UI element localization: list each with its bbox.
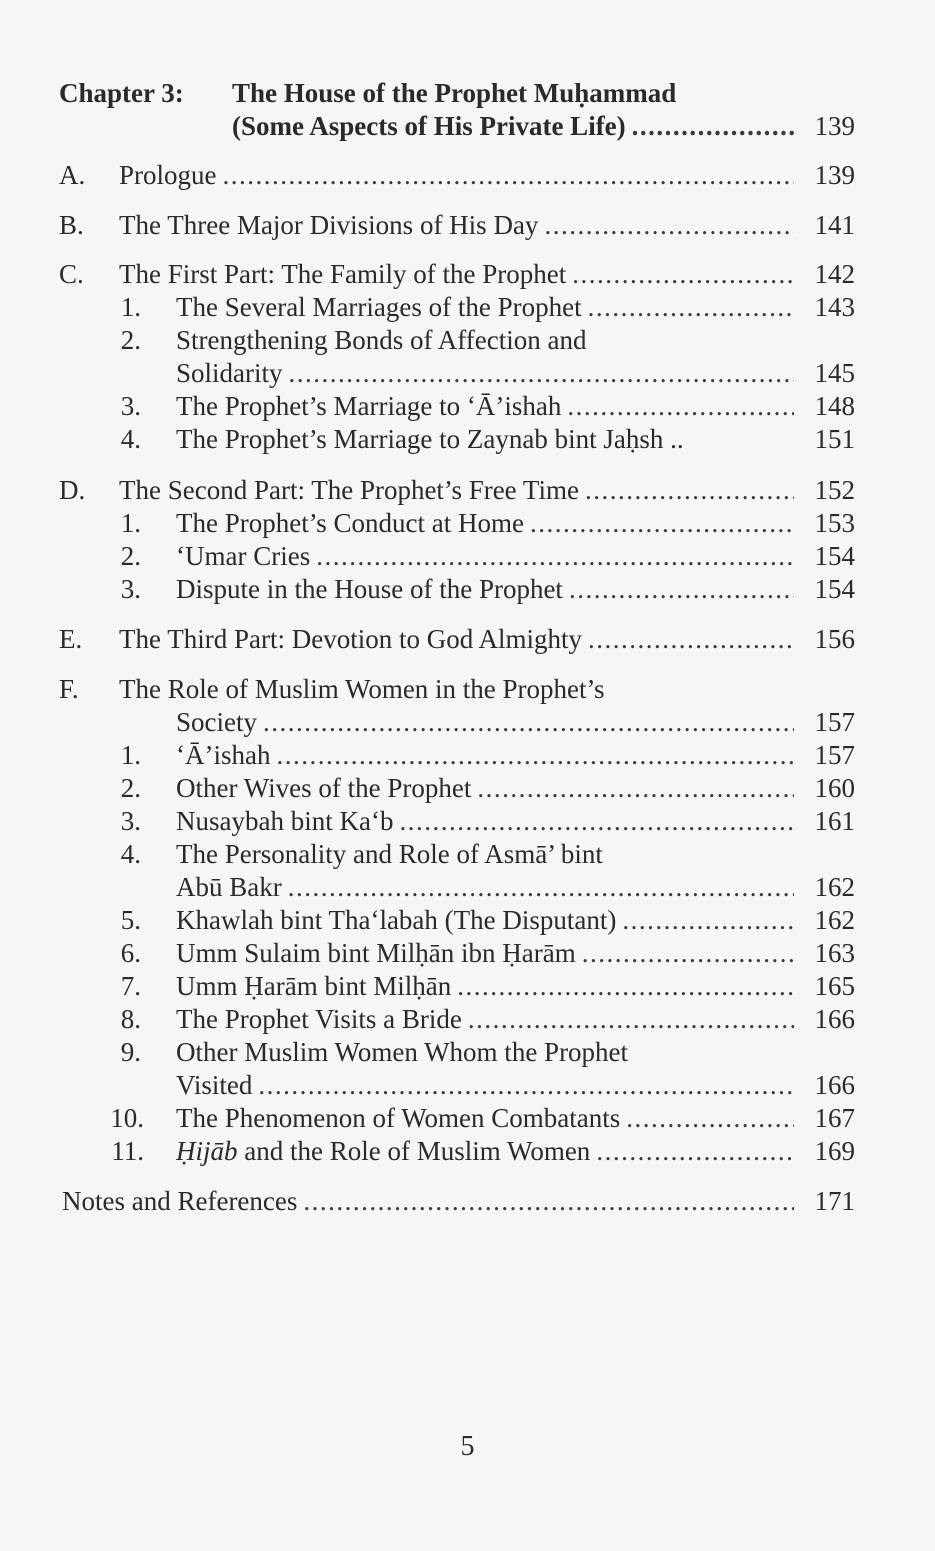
item-title-row bbox=[176, 771, 800, 805]
item-number: 4. bbox=[120, 839, 141, 869]
toc-item-f10[interactable] bbox=[0, 1101, 935, 1135]
section-title: Prologue bbox=[119, 160, 217, 190]
toc-section-a[interactable] bbox=[0, 158, 935, 192]
item-title-row bbox=[176, 389, 800, 423]
item-title: The Prophet’s Marriage to Zaynab bint Jaḥsh .. bbox=[176, 424, 684, 454]
item-title-line2: Abū Bakr bbox=[176, 872, 282, 902]
dot-leader bbox=[276, 738, 794, 772]
item-title: Umm Sulaim bint Milḥān ibn Ḥarām bbox=[176, 938, 576, 968]
item-title-row bbox=[176, 290, 800, 324]
chapter-page: 139 bbox=[814, 111, 855, 141]
item-title: Other Wives of the Prophet bbox=[176, 773, 472, 803]
notes-title: Notes and References bbox=[62, 1186, 298, 1216]
toc-item-f3[interactable] bbox=[0, 804, 935, 838]
section-letter: F. bbox=[59, 674, 79, 704]
item-title: ‘Umar Cries bbox=[176, 541, 311, 571]
section-title-row bbox=[119, 257, 800, 291]
dot-leader bbox=[622, 903, 794, 937]
item-number: 3. bbox=[120, 806, 141, 836]
item-page: 161 bbox=[814, 806, 855, 836]
item-number: 4. bbox=[120, 424, 141, 454]
toc-section-f-line2[interactable] bbox=[0, 705, 935, 739]
item-title-row bbox=[176, 572, 800, 606]
item-page: 166 bbox=[814, 1070, 855, 1100]
toc-notes[interactable] bbox=[0, 1184, 935, 1218]
section-page: 142 bbox=[814, 259, 855, 289]
toc-item-d3[interactable] bbox=[0, 572, 935, 606]
toc-item-c2-line2[interactable] bbox=[0, 356, 935, 390]
item-page: 165 bbox=[814, 971, 855, 1001]
section-title-line2: Society bbox=[176, 707, 257, 737]
chapter-heading-line1 bbox=[0, 76, 935, 110]
item-title: ‘Ā’ishah bbox=[176, 740, 271, 770]
section-page: 141 bbox=[814, 210, 855, 240]
chapter-label: Chapter 3: bbox=[59, 78, 184, 108]
toc-item-f4-line1[interactable] bbox=[0, 837, 935, 871]
item-title: The Several Marriages of the Prophet bbox=[176, 292, 582, 322]
item-title: The Prophet’s Conduct at Home bbox=[176, 508, 524, 538]
notes-page: 171 bbox=[814, 1186, 855, 1216]
item-title-row bbox=[176, 1068, 800, 1102]
item-title-row bbox=[176, 506, 800, 540]
item-title-italic: Ḥijāb bbox=[176, 1136, 238, 1166]
item-number: 8. bbox=[120, 1004, 141, 1034]
item-page: 162 bbox=[814, 872, 855, 902]
dot-leader bbox=[303, 1184, 794, 1218]
chapter-title-line1: The House of the Prophet Muḥammad bbox=[232, 78, 677, 108]
dot-leader bbox=[588, 290, 794, 324]
item-title-rest: and the Role of Muslim Women bbox=[237, 1136, 591, 1166]
toc-item-f9-line1[interactable] bbox=[0, 1035, 935, 1069]
toc-item-d1[interactable] bbox=[0, 506, 935, 540]
item-title-line1: Other Muslim Women Whom the Prophet bbox=[176, 1037, 629, 1067]
item-title-line2: Solidarity bbox=[176, 358, 283, 388]
item-number: 1. bbox=[120, 508, 141, 538]
dot-leader bbox=[258, 1068, 794, 1102]
item-title bbox=[176, 1134, 590, 1168]
section-letter: C. bbox=[59, 259, 84, 289]
section-title-row bbox=[119, 158, 800, 192]
section-title-row bbox=[119, 208, 800, 242]
toc-item-c4[interactable] bbox=[0, 422, 935, 456]
section-title-line1: The Role of Muslim Women in the Prophet’s bbox=[119, 674, 605, 704]
item-number: 2. bbox=[120, 773, 141, 803]
toc-section-c[interactable] bbox=[0, 257, 935, 291]
item-title-line2: Visited bbox=[176, 1070, 253, 1100]
item-number: 3. bbox=[120, 391, 141, 421]
dot-leader bbox=[223, 158, 795, 192]
item-number: 7. bbox=[120, 971, 141, 1001]
item-number: 11. bbox=[111, 1136, 144, 1166]
item-page: 148 bbox=[814, 391, 855, 421]
toc-item-f8[interactable] bbox=[0, 1002, 935, 1036]
item-page: 157 bbox=[814, 740, 855, 770]
toc-item-c3[interactable] bbox=[0, 389, 935, 423]
toc-item-f9-line2[interactable] bbox=[0, 1068, 935, 1102]
item-title: The Prophet Visits a Bride bbox=[176, 1004, 462, 1034]
item-title-row bbox=[176, 1134, 800, 1168]
item-title-row bbox=[176, 356, 800, 390]
item-title: The Phenomenon of Women Combatants bbox=[176, 1103, 621, 1133]
item-title-row bbox=[176, 870, 800, 904]
toc-section-e[interactable] bbox=[0, 622, 935, 656]
dot-leader bbox=[585, 473, 794, 507]
toc-item-c1[interactable] bbox=[0, 290, 935, 324]
section-page: 157 bbox=[814, 707, 855, 737]
item-page: 145 bbox=[814, 358, 855, 388]
toc-item-f6[interactable] bbox=[0, 936, 935, 970]
section-letter: B. bbox=[59, 210, 84, 240]
section-title: The First Part: The Family of the Prophet bbox=[119, 259, 567, 289]
item-title-row bbox=[176, 1101, 800, 1135]
section-page: 152 bbox=[814, 475, 855, 505]
section-page: 139 bbox=[814, 160, 855, 190]
item-number: 6. bbox=[120, 938, 141, 968]
item-title-row bbox=[176, 936, 800, 970]
item-page: 166 bbox=[814, 1004, 855, 1034]
section-letter: A. bbox=[59, 160, 86, 190]
toc-item-c2-line1[interactable] bbox=[0, 323, 935, 357]
item-number: 5. bbox=[120, 905, 141, 935]
chapter-title-line2 bbox=[232, 109, 800, 143]
dot-leader bbox=[596, 1134, 794, 1168]
section-title: The Second Part: The Prophet’s Free Time bbox=[119, 475, 579, 505]
item-number: 9. bbox=[120, 1037, 141, 1067]
item-page: 163 bbox=[814, 938, 855, 968]
item-title-line1: Strengthening Bonds of Affection and bbox=[176, 325, 587, 355]
chapter-heading-line2 bbox=[0, 109, 935, 143]
toc-item-d2[interactable] bbox=[0, 539, 935, 573]
dot-leader bbox=[263, 705, 794, 739]
toc-item-f5[interactable] bbox=[0, 903, 935, 937]
item-number: 3. bbox=[120, 574, 141, 604]
item-title: Nusaybah bint Ka‘b bbox=[176, 806, 394, 836]
item-title-line1: The Personality and Role of Asmā’ bint bbox=[176, 839, 603, 869]
item-title-row bbox=[176, 1002, 800, 1036]
section-title-row bbox=[119, 473, 800, 507]
toc-item-f2[interactable] bbox=[0, 771, 935, 805]
item-page: 162 bbox=[814, 905, 855, 935]
item-number: 10. bbox=[110, 1103, 144, 1133]
section-page: 156 bbox=[814, 624, 855, 654]
section-letter: D. bbox=[59, 475, 86, 505]
item-number: 2. bbox=[120, 325, 141, 355]
item-number: 1. bbox=[120, 740, 141, 770]
toc-item-f7[interactable] bbox=[0, 969, 935, 1003]
dot-leader bbox=[567, 389, 794, 423]
item-title: Umm Ḥarām bint Milḥān bbox=[176, 971, 452, 1001]
item-title: Dispute in the House of the Prophet bbox=[176, 574, 563, 604]
toc-section-b[interactable] bbox=[0, 208, 935, 242]
item-number: 2. bbox=[120, 541, 141, 571]
dot-leader bbox=[632, 109, 794, 143]
dot-leader bbox=[468, 1002, 794, 1036]
dot-leader bbox=[544, 208, 794, 242]
item-page: 153 bbox=[814, 508, 855, 538]
toc-item-f4-line2[interactable] bbox=[0, 870, 935, 904]
section-title: The Third Part: Devotion to God Almighty bbox=[119, 624, 582, 654]
item-title: Khawlah bint Tha‘labah (The Disputant) bbox=[176, 905, 617, 935]
item-title: The Prophet’s Marriage to ‘Ā’ishah bbox=[176, 391, 562, 421]
dot-leader bbox=[582, 936, 794, 970]
toc-item-f1[interactable] bbox=[0, 738, 935, 772]
toc-section-f-line1[interactable] bbox=[0, 672, 935, 706]
dot-leader bbox=[288, 870, 794, 904]
item-title-row bbox=[176, 969, 800, 1003]
section-title: The Three Major Divisions of His Day bbox=[119, 210, 539, 240]
dot-leader bbox=[457, 969, 794, 1003]
item-number: 1. bbox=[120, 292, 141, 322]
toc-item-f11[interactable] bbox=[0, 1134, 935, 1168]
item-title-row bbox=[176, 539, 800, 573]
dot-leader bbox=[572, 257, 794, 291]
item-page: 154 bbox=[814, 574, 855, 604]
item-page: 167 bbox=[814, 1103, 855, 1133]
dot-leader bbox=[569, 572, 794, 606]
dot-leader bbox=[588, 622, 794, 656]
page-number: 5 bbox=[460, 1431, 475, 1462]
item-title-row bbox=[176, 804, 800, 838]
notes-title-row bbox=[62, 1184, 800, 1218]
toc-section-d[interactable] bbox=[0, 473, 935, 507]
section-letter: E. bbox=[59, 624, 83, 654]
item-title-row bbox=[176, 903, 800, 937]
section-title-row bbox=[176, 705, 800, 739]
item-page: 169 bbox=[814, 1136, 855, 1166]
dot-leader bbox=[477, 771, 794, 805]
dot-leader bbox=[289, 356, 795, 390]
dot-leader bbox=[530, 506, 794, 540]
item-page: 151 bbox=[814, 424, 855, 454]
dot-leader bbox=[399, 804, 794, 838]
item-title-row bbox=[176, 738, 800, 772]
dot-leader bbox=[316, 539, 794, 573]
section-title-row bbox=[119, 622, 800, 656]
item-page: 154 bbox=[814, 541, 855, 571]
chapter-title-line2-text: (Some Aspects of His Private Life) bbox=[232, 111, 626, 141]
item-page: 160 bbox=[814, 773, 855, 803]
dot-leader bbox=[626, 1101, 794, 1135]
item-page: 143 bbox=[814, 292, 855, 322]
